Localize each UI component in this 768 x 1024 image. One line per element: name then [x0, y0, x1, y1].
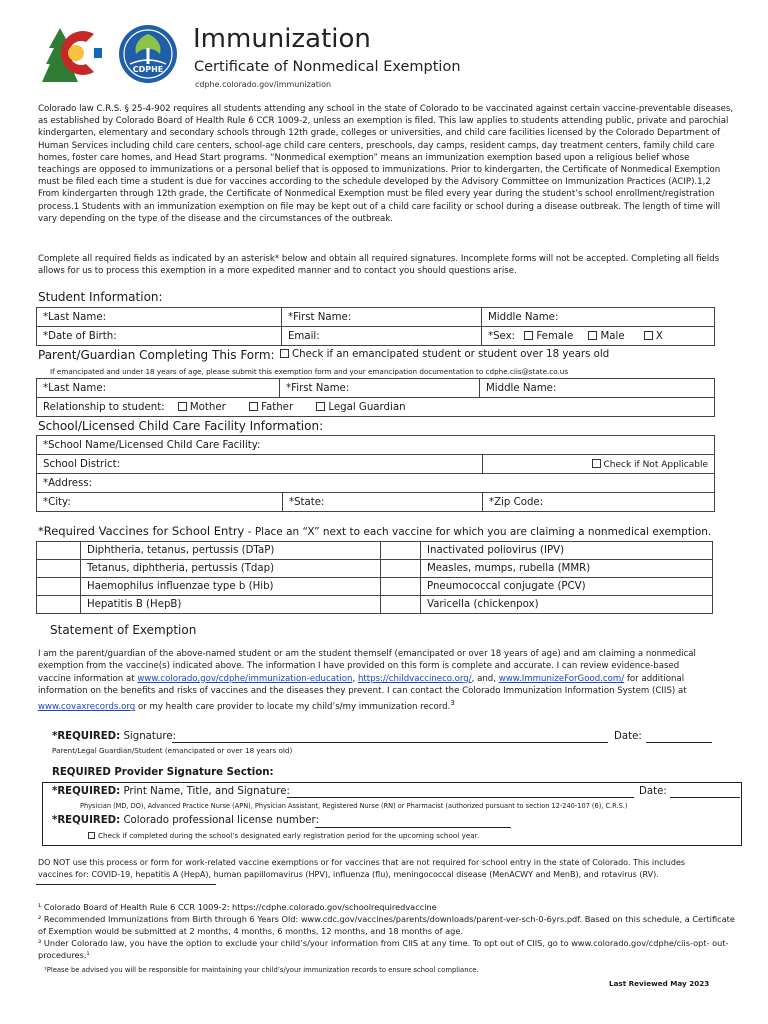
student-first-name-field[interactable]: *First Name: [282, 308, 482, 327]
covaxrecords-link[interactable]: www.covaxrecords.org [38, 702, 136, 713]
vaccine-checkbox-hib[interactable] [37, 578, 81, 596]
student-table [36, 307, 715, 346]
sex-x-option[interactable]: X [644, 331, 663, 342]
vaccine-checkbox-mmr[interactable] [381, 560, 421, 578]
vaccine-label-ipv: Inactivated poliovirus (IPV) [421, 542, 713, 560]
immunization-education-link[interactable]: www.colorado.gov/cdphe/immunization-education [137, 673, 353, 684]
sex-male-option[interactable]: Male [588, 331, 624, 342]
cdphe-logo-text: CDPHE [132, 65, 164, 74]
parent-heading: Parent/Guardian Completing This Form: [38, 348, 275, 362]
student-email-field[interactable]: Email: [282, 327, 482, 346]
intro-paragraph: Colorado law C.R.S. § 25-4-902 requires all students attending any school in the state of Colorado to be vaccinated against certain vaccine-preventable diseases, as established by Colorado Board of Health Rule 6 CCR 1009-2, unless an exemption is filed. This law applies to students attending public, private and parochial kindergarten, elementary and secondary schools through 12th grade, colleges or universities, and child care facilities licensed by the Colorado Department of Human Services including child care centers, school-age child care centers, preschools, day camps, resident camps, day treatment centers, family child care homes, foster care homes, and Head Start programs. “Nonmedical exemption” means an immunization exemption based upon a religious belief whose teachings are opposed to immunizations or a personal belief that is opposed to immunizations. Prior to kindergarten, the Certificate of Nonmedical Exemption must be filed each time a student is due for vaccines according to the schedule developed by the Advisory Committee on Immunization Practices (ACIP).1,2 From kindergarten through 12th grade, the Certificate of Nonmedical Exemption must be filed every year during the student’s school enrollment/registration process.1 Students with an immunization exemption on file may be kept out of a child care facility or school during a disease outbreak. The length of time will vary depending on the type of the disease and the circumstances of the outbreak. [38, 104, 734, 224]
checkbox-icon [524, 331, 533, 340]
student-middle-name-field[interactable]: Middle Name: [482, 308, 715, 327]
footnote-divider [36, 884, 216, 885]
footnote-1: ¹ Colorado Board of Health Rule 6 CCR 1009-2: https://cdphe.colorado.gov/schoolrequiredvaccine [38, 902, 437, 912]
footnote-2: ² Recommended Immunizations from Birth through 6 Years Old: www.cdc.gov/vaccines/parents/downloads/parent-ver-sch-0-6yrs.pdf. Based on this schedule, a Certificate of Exemption would be submitted at 2 months, 4 months, 6 months, 12 months, and 18 months of age. [38, 914, 735, 936]
vaccine-checkbox-dtap[interactable] [37, 542, 81, 560]
statement-text: I am the parent/guardian of the above-named student or am the student themself (emancipated or over 18 years of age) and am claiming a nonmedical exemption from the vaccine(s) indicated above. The information I have provided on this form is complete and accurate. I can review evidence-based vaccine information at www.colorado.gov/cdphe/immunization-education, https://childvaccineco.org/, and, www.ImmunizeForGood.com/ for additional information on the benefits and risks of vaccines and the diseases they prevent. I can contact the Colorado Immunization Information System (CIIS) at www.covaxrecords.org or my health care provider to locate my child’s/my immunization record.$^3$ [38, 649, 696, 713]
relationship-label: Relationship to student: [43, 401, 165, 413]
cdphe-seal-icon [116, 24, 180, 84]
school-name-field[interactable]: *School Name/Licensed Child Care Facility: [37, 436, 715, 455]
license-number-line[interactable] [315, 827, 511, 828]
school-address-field[interactable]: *Address: [37, 474, 715, 493]
statement-heading: Statement of Exemption [50, 623, 197, 637]
student-sex-field [482, 327, 715, 346]
vaccine-checkbox-tdap[interactable] [37, 560, 81, 578]
parent-first-name-field[interactable]: *First Name: [280, 379, 480, 398]
license-row: *REQUIRED: Colorado professional license number: [52, 815, 319, 826]
checkbox-icon [88, 832, 95, 839]
immunizeforgood-link[interactable]: www.ImmunizeForGood.com/ [498, 673, 625, 684]
header-url: cdphe.colorado.gov/immunization [195, 80, 332, 89]
checkbox-icon [644, 331, 653, 340]
provider-roles-note: Physician (MD, DO), Advanced Practice Nurse (APN), Physician Assistant, Registered Nurse (RN) or Pharmacist (authorized pursuant to section 12-240-107 (6), C.R.S.) [80, 802, 628, 810]
vaccine-label-dtap: Diphtheria, tetanus, pertussis (DTaP) [81, 542, 381, 560]
checkbox-icon [249, 402, 258, 411]
checkbox-icon [592, 459, 601, 468]
footnote-4: ¹Please be advised you will be responsible for maintaining your child’s/your immunization records to ensure school compliance. [44, 966, 479, 974]
emancipated-checkbox[interactable]: Check if an emancipated student or student over 18 years old [280, 349, 609, 360]
school-table [36, 435, 715, 512]
instructions-paragraph: Complete all required fields as indicated by an asterisk* below and obtain all required signatures. Incomplete forms will not be accepted. Completing all fields allows for us to process this exemption in a more expedited manner and to contact you should questions arise. [38, 254, 720, 277]
provider-heading: REQUIRED Provider Signature Section: [52, 767, 274, 778]
student-last-name-field[interactable]: *Last Name: [37, 308, 282, 327]
parent-date-label: Date: [614, 731, 642, 742]
relationship-field [37, 398, 715, 417]
footnote-3: ³ Under Colorado law, you have the option to exclude your child’s/your information from CIIS at any time. To opt out of CIIS, go to www.colorado.gov/cdphe/ciis-opt- out-procedures.¹ [38, 938, 729, 960]
relationship-father-option[interactable]: Father [249, 402, 293, 413]
school-district-field[interactable]: School District: [37, 455, 483, 474]
student-dob-field[interactable]: *Date of Birth: [37, 327, 282, 346]
vaccine-label-varicella: Varicella (chickenpox) [421, 596, 713, 614]
school-city-field[interactable]: *City: [37, 493, 283, 512]
parent-signature-row: *REQUIRED: Signature: [52, 731, 177, 742]
provider-date-label: Date: [639, 786, 667, 797]
checkbox-icon [178, 402, 187, 411]
last-reviewed: Last Reviewed May 2023 [609, 979, 710, 988]
parent-table [36, 378, 715, 417]
sex-label: *Sex: [488, 330, 516, 342]
not-applicable-checkbox[interactable]: Check if Not Applicable [483, 455, 715, 474]
relationship-mother-option[interactable]: Mother [178, 402, 226, 413]
school-heading: School/Licensed Child Care Facility Information: [38, 419, 324, 433]
parent-middle-name-field[interactable]: Middle Name: [480, 379, 715, 398]
early-registration-checkbox[interactable]: Check if completed during the school’s designated early registration period for the upcoming school year. [88, 831, 479, 840]
vaccine-label-hib: Haemophilus influenzae type b (Hib) [81, 578, 381, 596]
relationship-guardian-option[interactable]: Legal Guardian [316, 402, 405, 413]
vaccine-label-hepb: Hepatitis B (HepB) [81, 596, 381, 614]
parent-date-line[interactable] [646, 742, 712, 743]
vaccine-checkbox-varicella[interactable] [381, 596, 421, 614]
vaccine-checkbox-pcv[interactable] [381, 578, 421, 596]
provider-signature-line[interactable] [287, 797, 634, 798]
provider-date-line[interactable] [670, 797, 740, 798]
student-heading: Student Information: [38, 290, 163, 304]
vaccine-label-pcv: Pneumococcal conjugate (PCV) [421, 578, 713, 596]
vaccines-table [36, 541, 713, 614]
emancipation-note: If emancipated and under 18 years of age, please submit this exemption form and your emancipation documentation to cdphe.ciis@state.co.us [50, 367, 569, 376]
sex-female-option[interactable]: Female [524, 331, 573, 342]
disclaimer: DO NOT use this process or form for work-related vaccine exemptions or for vaccines that are not required for school entry in the state of Colorado. This includes vaccines for: COVID-19, hepatitis A (HepA), human papillomavirus (HPV), influenza (flu), meningococcal disease (MenACWY and MenB), and rotavirus (RV). [38, 858, 686, 879]
page-subtitle: Certificate of Nonmedical Exemption [194, 59, 461, 75]
childvaccineco-link[interactable]: https://childvaccineco.org/ [357, 673, 472, 684]
provider-name-row: *REQUIRED: Print Name, Title, and Signature: [52, 786, 290, 797]
cdphe-logo [116, 24, 180, 84]
vaccine-checkbox-ipv[interactable] [381, 542, 421, 560]
checkbox-icon [280, 349, 289, 358]
signature-note: Parent/Legal Guardian/Student (emancipated or over 18 years old) [52, 746, 293, 755]
page-title: Immunization [193, 24, 371, 54]
school-zip-field[interactable]: *Zip Code: [483, 493, 715, 512]
parent-signature-line[interactable] [172, 742, 608, 743]
school-state-field[interactable]: *State: [283, 493, 483, 512]
vaccine-label-tdap: Tetanus, diphtheria, pertussis (Tdap) [81, 560, 381, 578]
vaccine-label-mmr: Measles, mumps, rubella (MMR) [421, 560, 713, 578]
vaccines-heading: *Required Vaccines for School Entry - Place an “X” next to each vaccine for which you are claiming a nonmedical exemption. [38, 524, 712, 538]
checkbox-icon [316, 402, 325, 411]
checkbox-icon [588, 331, 597, 340]
vaccine-checkbox-hepb[interactable] [37, 596, 81, 614]
parent-last-name-field[interactable]: *Last Name: [37, 379, 280, 398]
